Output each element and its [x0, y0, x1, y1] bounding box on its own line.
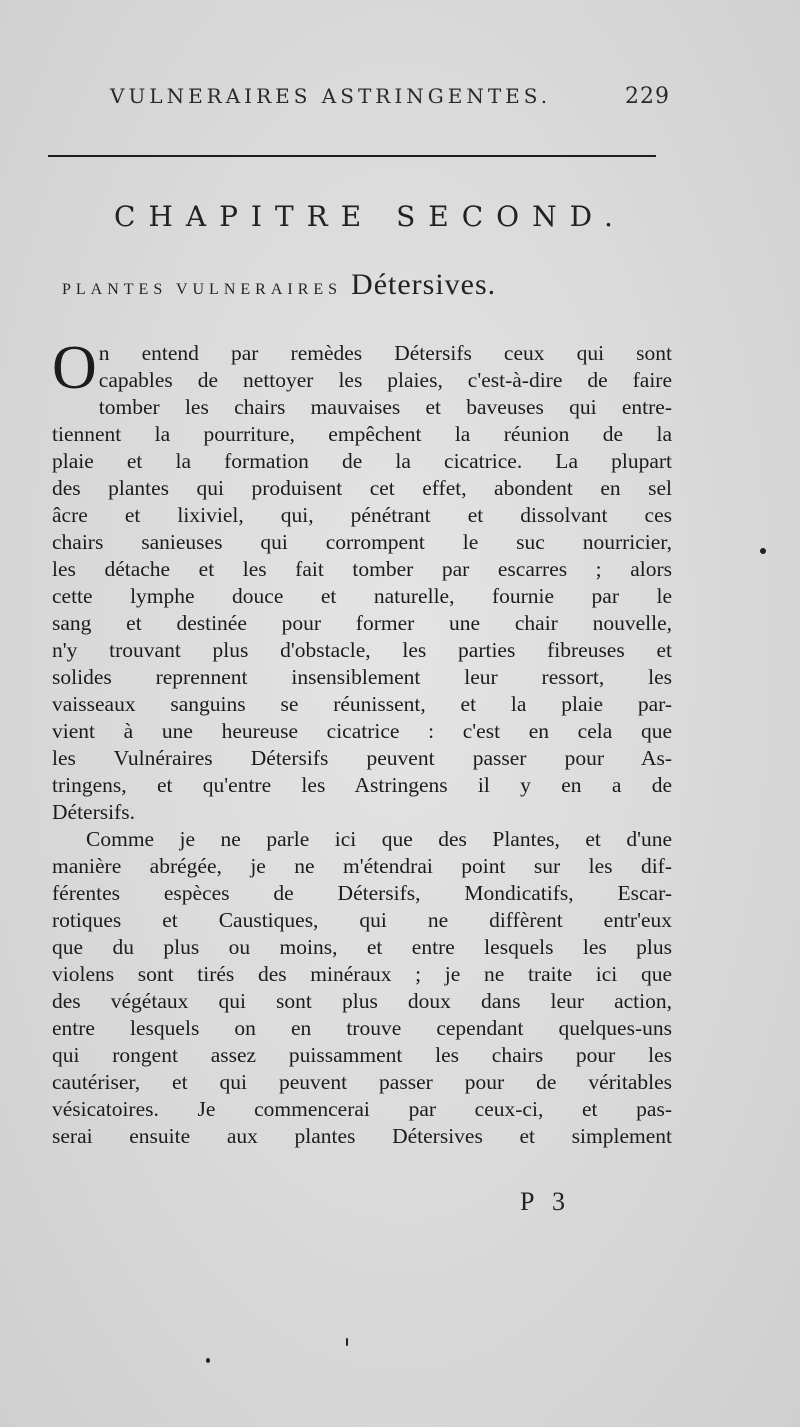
text-line: cette lymphe douce et naturelle, fournie par le: [52, 584, 672, 608]
text-line: que du plus ou moins, et entre lesquels les plus: [52, 935, 672, 959]
text-line: vaisseaux sanguins se réunissent, et la plaie par-: [52, 692, 672, 716]
text-line: violens sont tirés des minéraux ; je ne traite ici que: [52, 962, 672, 986]
text-line: des végétaux qui sont plus doux dans leur action,: [52, 989, 672, 1013]
text-line: les détache et les fait tomber par escarres ; alors: [52, 557, 672, 581]
text-line: tringens, et qu'entre les Astringens il y en a de: [52, 773, 672, 797]
text-line: rotiques et Caustiques, qui ne diffèrent entr'eux: [52, 908, 672, 932]
text-line: solides reprennent insensiblement leur ressort, les: [52, 665, 672, 689]
running-title: VULNERAIRES ASTRINGENTES.: [110, 84, 552, 108]
text-line: férentes espèces de Détersifs, Mondicatifs, Escar-: [52, 881, 672, 905]
signature-mark: P 3: [520, 1187, 571, 1216]
text-line: plaie et la formation de la cicatrice. La plupart: [52, 449, 672, 473]
subtitle-large: Détersives.: [351, 268, 497, 301]
text-line: vient à une heureuse cicatrice : c'est en cela que: [52, 719, 672, 743]
text-line: entre lesquels on en trouve cependant quelques-uns: [52, 1016, 672, 1040]
text-line: n'y trouvant plus d'obstacle, les parties fibreuses et: [52, 638, 672, 662]
page-number: 229: [625, 84, 670, 109]
text-line: chairs sanieuses qui corrompent le suc nourricier,: [52, 530, 672, 554]
text-line: n entend par remèdes Détersifs ceux qui sont: [98, 341, 672, 365]
text-line: manière abrégée, je ne m'étendrai point sur les dif-: [52, 854, 672, 878]
text-line: Comme je ne parle ici que des Plantes, et d'une: [86, 827, 672, 851]
header-rule: [48, 155, 656, 157]
text-line: les Vulnéraires Détersifs peuvent passer pour As-: [52, 746, 672, 770]
text-line: âcre et lixiviel, qui, pénétrant et dissolvant ces: [52, 503, 672, 527]
text-line: des plantes qui produisent cet effet, abondent en sel: [52, 476, 672, 500]
text-line: qui rongent assez puissamment les chairs pour les: [52, 1043, 672, 1067]
text-line: tomber les chairs mauvaises et baveuses qui entre-: [98, 395, 672, 419]
ink-speck: [346, 1338, 348, 1346]
ink-speck: [760, 548, 766, 554]
chapter-subtitle: [62, 268, 672, 302]
text-line: tiennent la pourriture, empêchent la réunion de la: [52, 422, 672, 446]
text-line: cautériser, et qui peuvent passer pour de véritables: [52, 1070, 672, 1094]
text-line: serai ensuite aux plantes Détersives et simplement: [52, 1124, 672, 1148]
running-head: [110, 84, 670, 108]
chapter-title: CHAPITRE SECOND.: [114, 200, 626, 233]
text-line: Détersifs.: [52, 800, 135, 824]
ink-speck: [206, 1358, 210, 1363]
subtitle-small-caps: PLANTES VULNERAIRES: [62, 281, 343, 298]
drop-capital: O: [52, 334, 97, 402]
text-line: vésicatoires. Je commencerai par ceux-ci, et pas-: [52, 1097, 672, 1121]
text-line: capables de nettoyer les plaies, c'est-à-dire de faire: [98, 368, 672, 392]
text-line: sang et destinée pour former une chair nouvelle,: [52, 611, 672, 635]
body-text: [52, 334, 672, 1150]
